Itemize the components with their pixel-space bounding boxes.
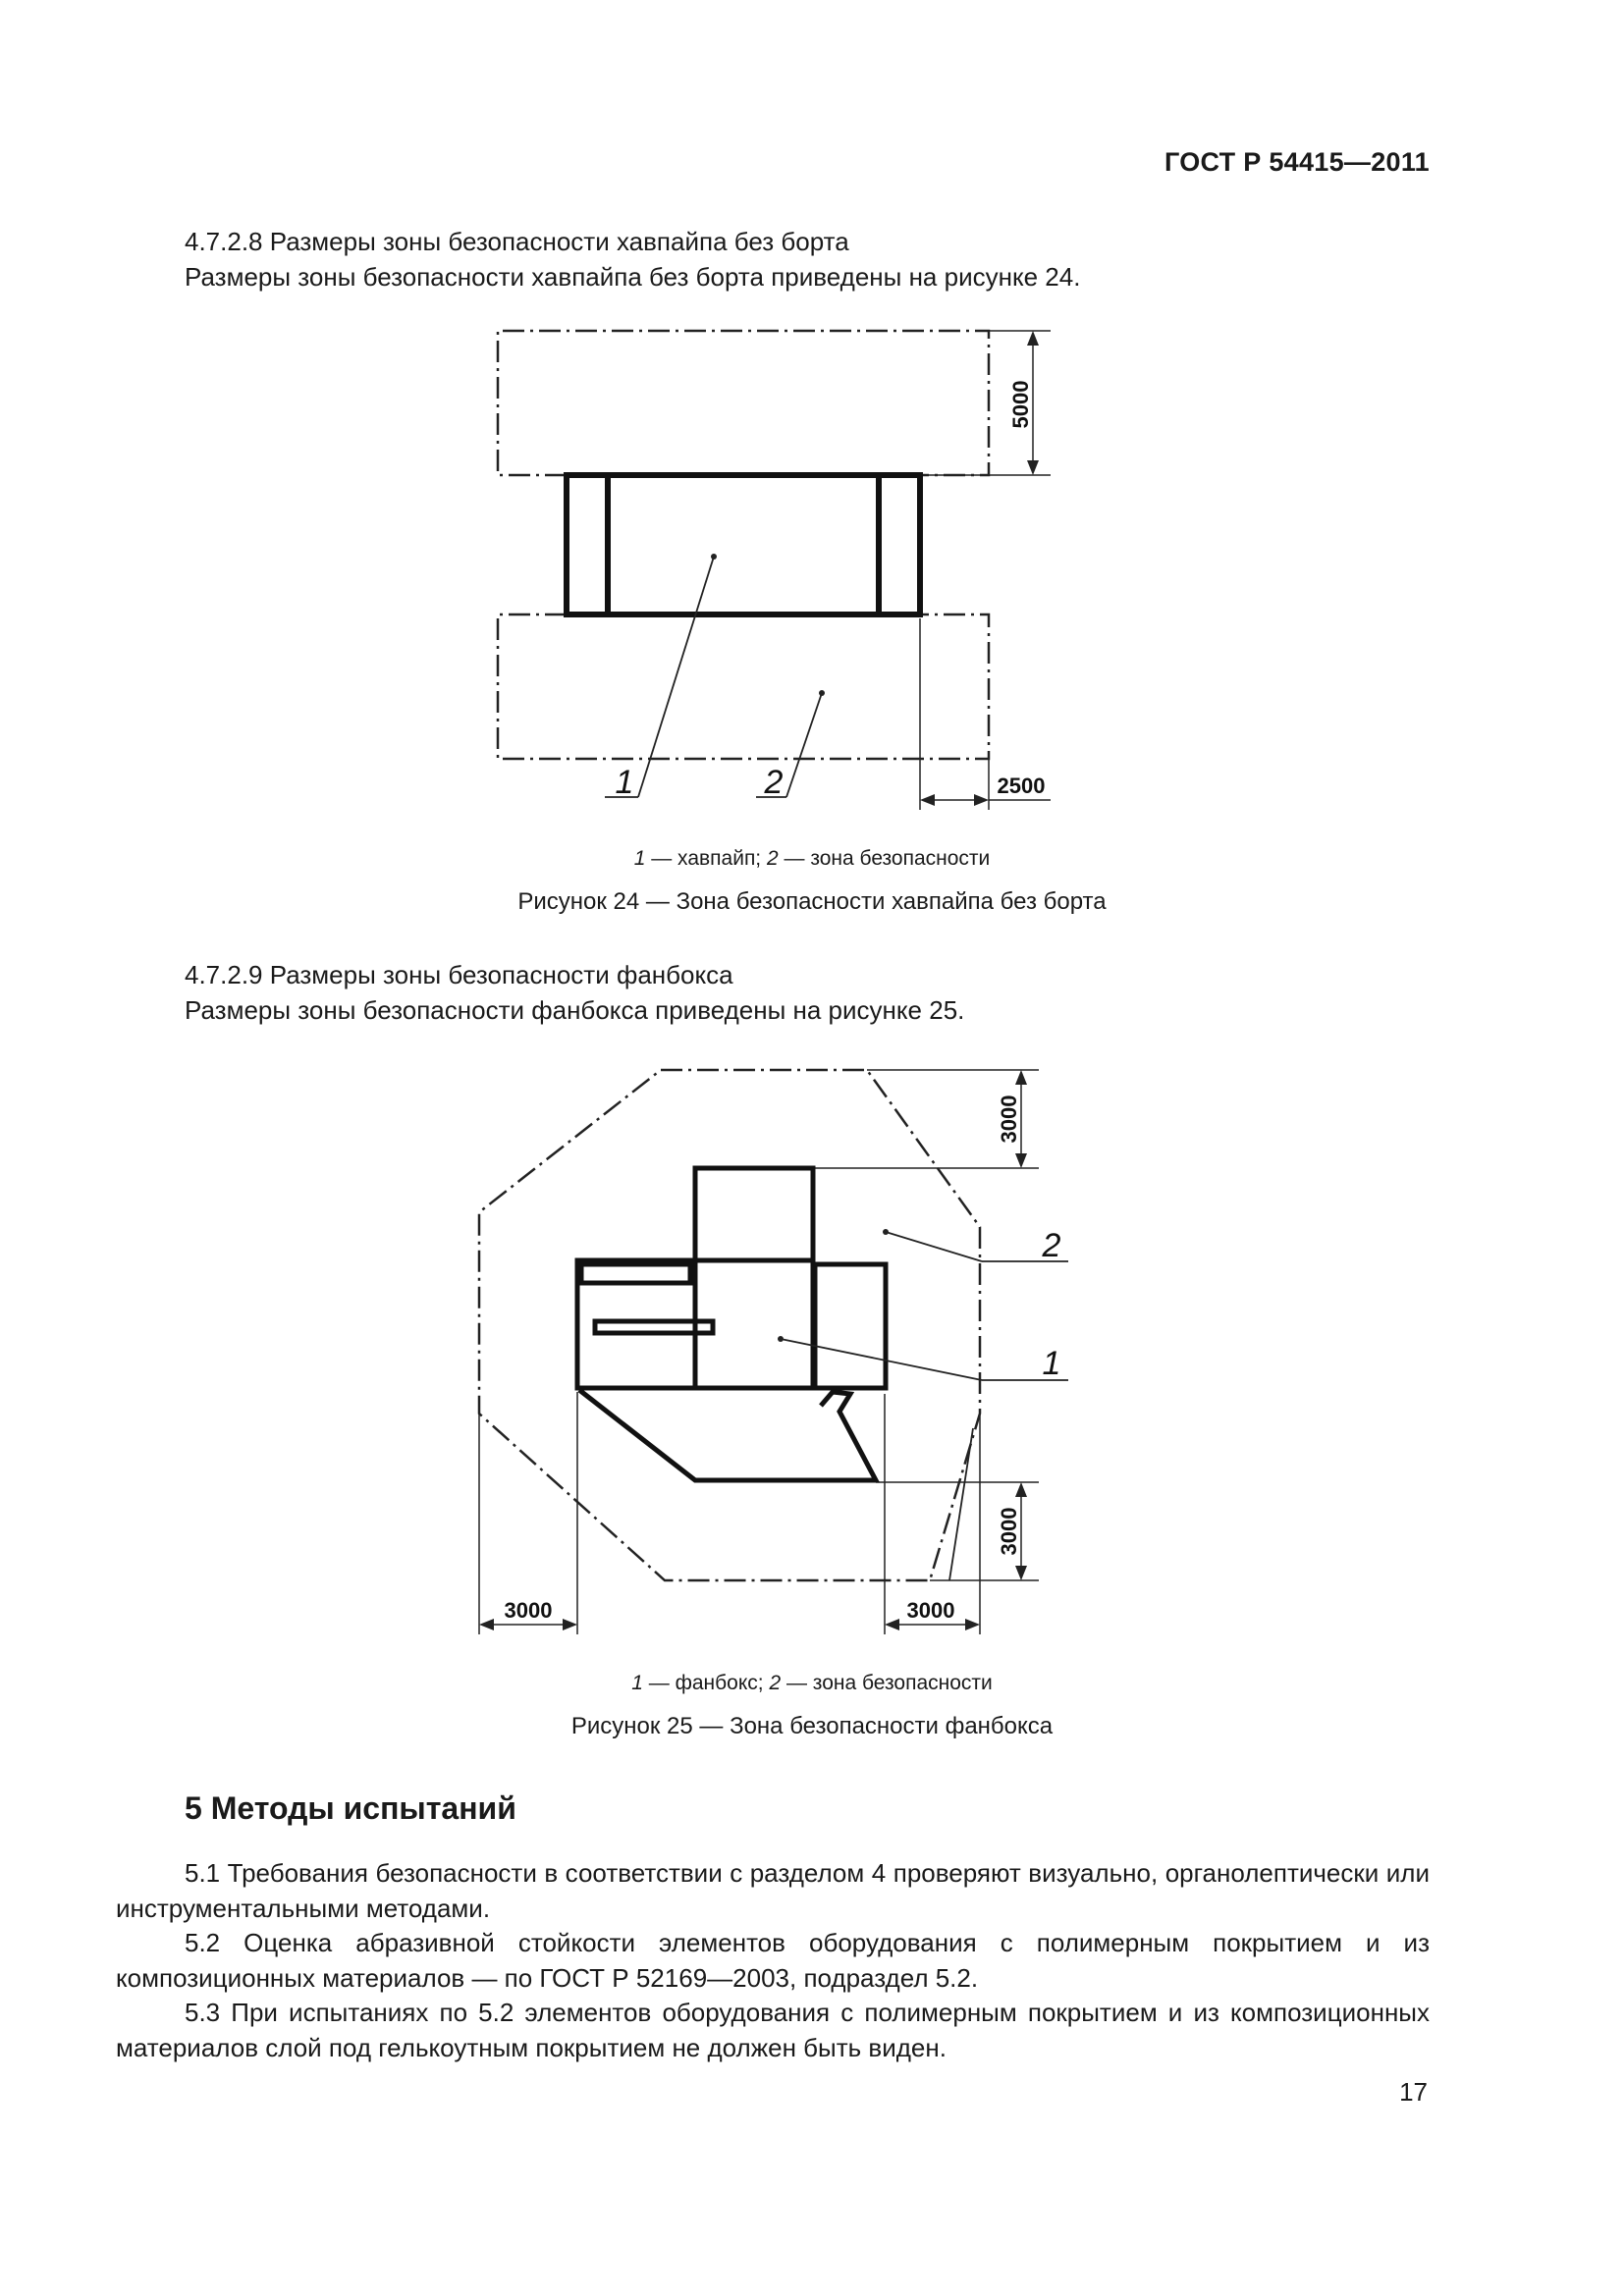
subsection-title-4-7-2-8: 4.7.2.8 Размеры зоны безопасности хавпайпа без борта — [185, 227, 849, 256]
subsection-text-4-7-2-9: Размеры зоны безопасности фанбокса приведены на рисунке 25. — [185, 995, 965, 1025]
document-code: ГОСТ Р 54415—2011 — [1164, 147, 1430, 177]
dim-right-3000: 3000 — [906, 1598, 955, 1623]
dim-bottom-3000: 3000 — [997, 1507, 1021, 1556]
figure-25-caption: Рисунок 25 — Зона безопасности фанбокса — [570, 1713, 1054, 1739]
paragraph-5-1: 5.1 Требования безопасности в соответствии с разделом 4 проверяют визуально, органолептически или инструментальными методами. — [116, 1858, 1430, 1923]
dim-top-3000: 3000 — [997, 1095, 1021, 1144]
figure-24-drawing — [0, 314, 1624, 825]
safety-zone — [479, 1070, 980, 1580]
callout-2: 2 — [1042, 1227, 1061, 1264]
callout-1: 1 — [1042, 1345, 1061, 1382]
figure-25-legend: 1 — фанбокс; 2 — зона безопасности — [631, 1672, 993, 1694]
safety-zone-top — [498, 331, 989, 475]
figure-24-caption: Рисунок 24 — Зона безопасности хавпайпа без борта — [517, 888, 1107, 915]
dim-left-3000: 3000 — [504, 1598, 553, 1623]
callout-1: 1 — [615, 764, 634, 801]
safety-zone-bottom — [498, 614, 989, 759]
subsection-text-4-7-2-8: Размеры зоны безопасности хавпайпа без борта приведены на рисунке 24. — [185, 262, 1081, 292]
paragraph-5-2: 5.2 Оценка абразивной стойкости элементов оборудования с полимерным покрытием и из композиционных материалов — по ГОСТ Р 52169—2003, подраздел 5.2. — [116, 1928, 1430, 1993]
dim-2500: 2500 — [997, 774, 1046, 798]
paragraph-5-3: 5.3 При испытаниях по 5.2 элементов оборудования с полимерным покрытием и из композиционных материалов слой под гелькоутным покрытием не должен быть виден. — [116, 1998, 1430, 2062]
halfpipe — [567, 475, 920, 614]
subsection-title-4-7-2-9: 4.7.2.9 Размеры зоны безопасности фанбокса — [185, 960, 733, 989]
funbox — [577, 1168, 886, 1480]
page-number: 17 — [1399, 2077, 1428, 2107]
figure-25-drawing — [0, 1060, 1624, 1649]
section-5-title: 5 Методы испытаний — [185, 1790, 516, 1826]
figure-24-legend: 1 — хавпайп; 2 — зона безопасности — [633, 847, 991, 870]
callout-2: 2 — [764, 764, 784, 801]
dim-5000: 5000 — [1008, 380, 1033, 429]
